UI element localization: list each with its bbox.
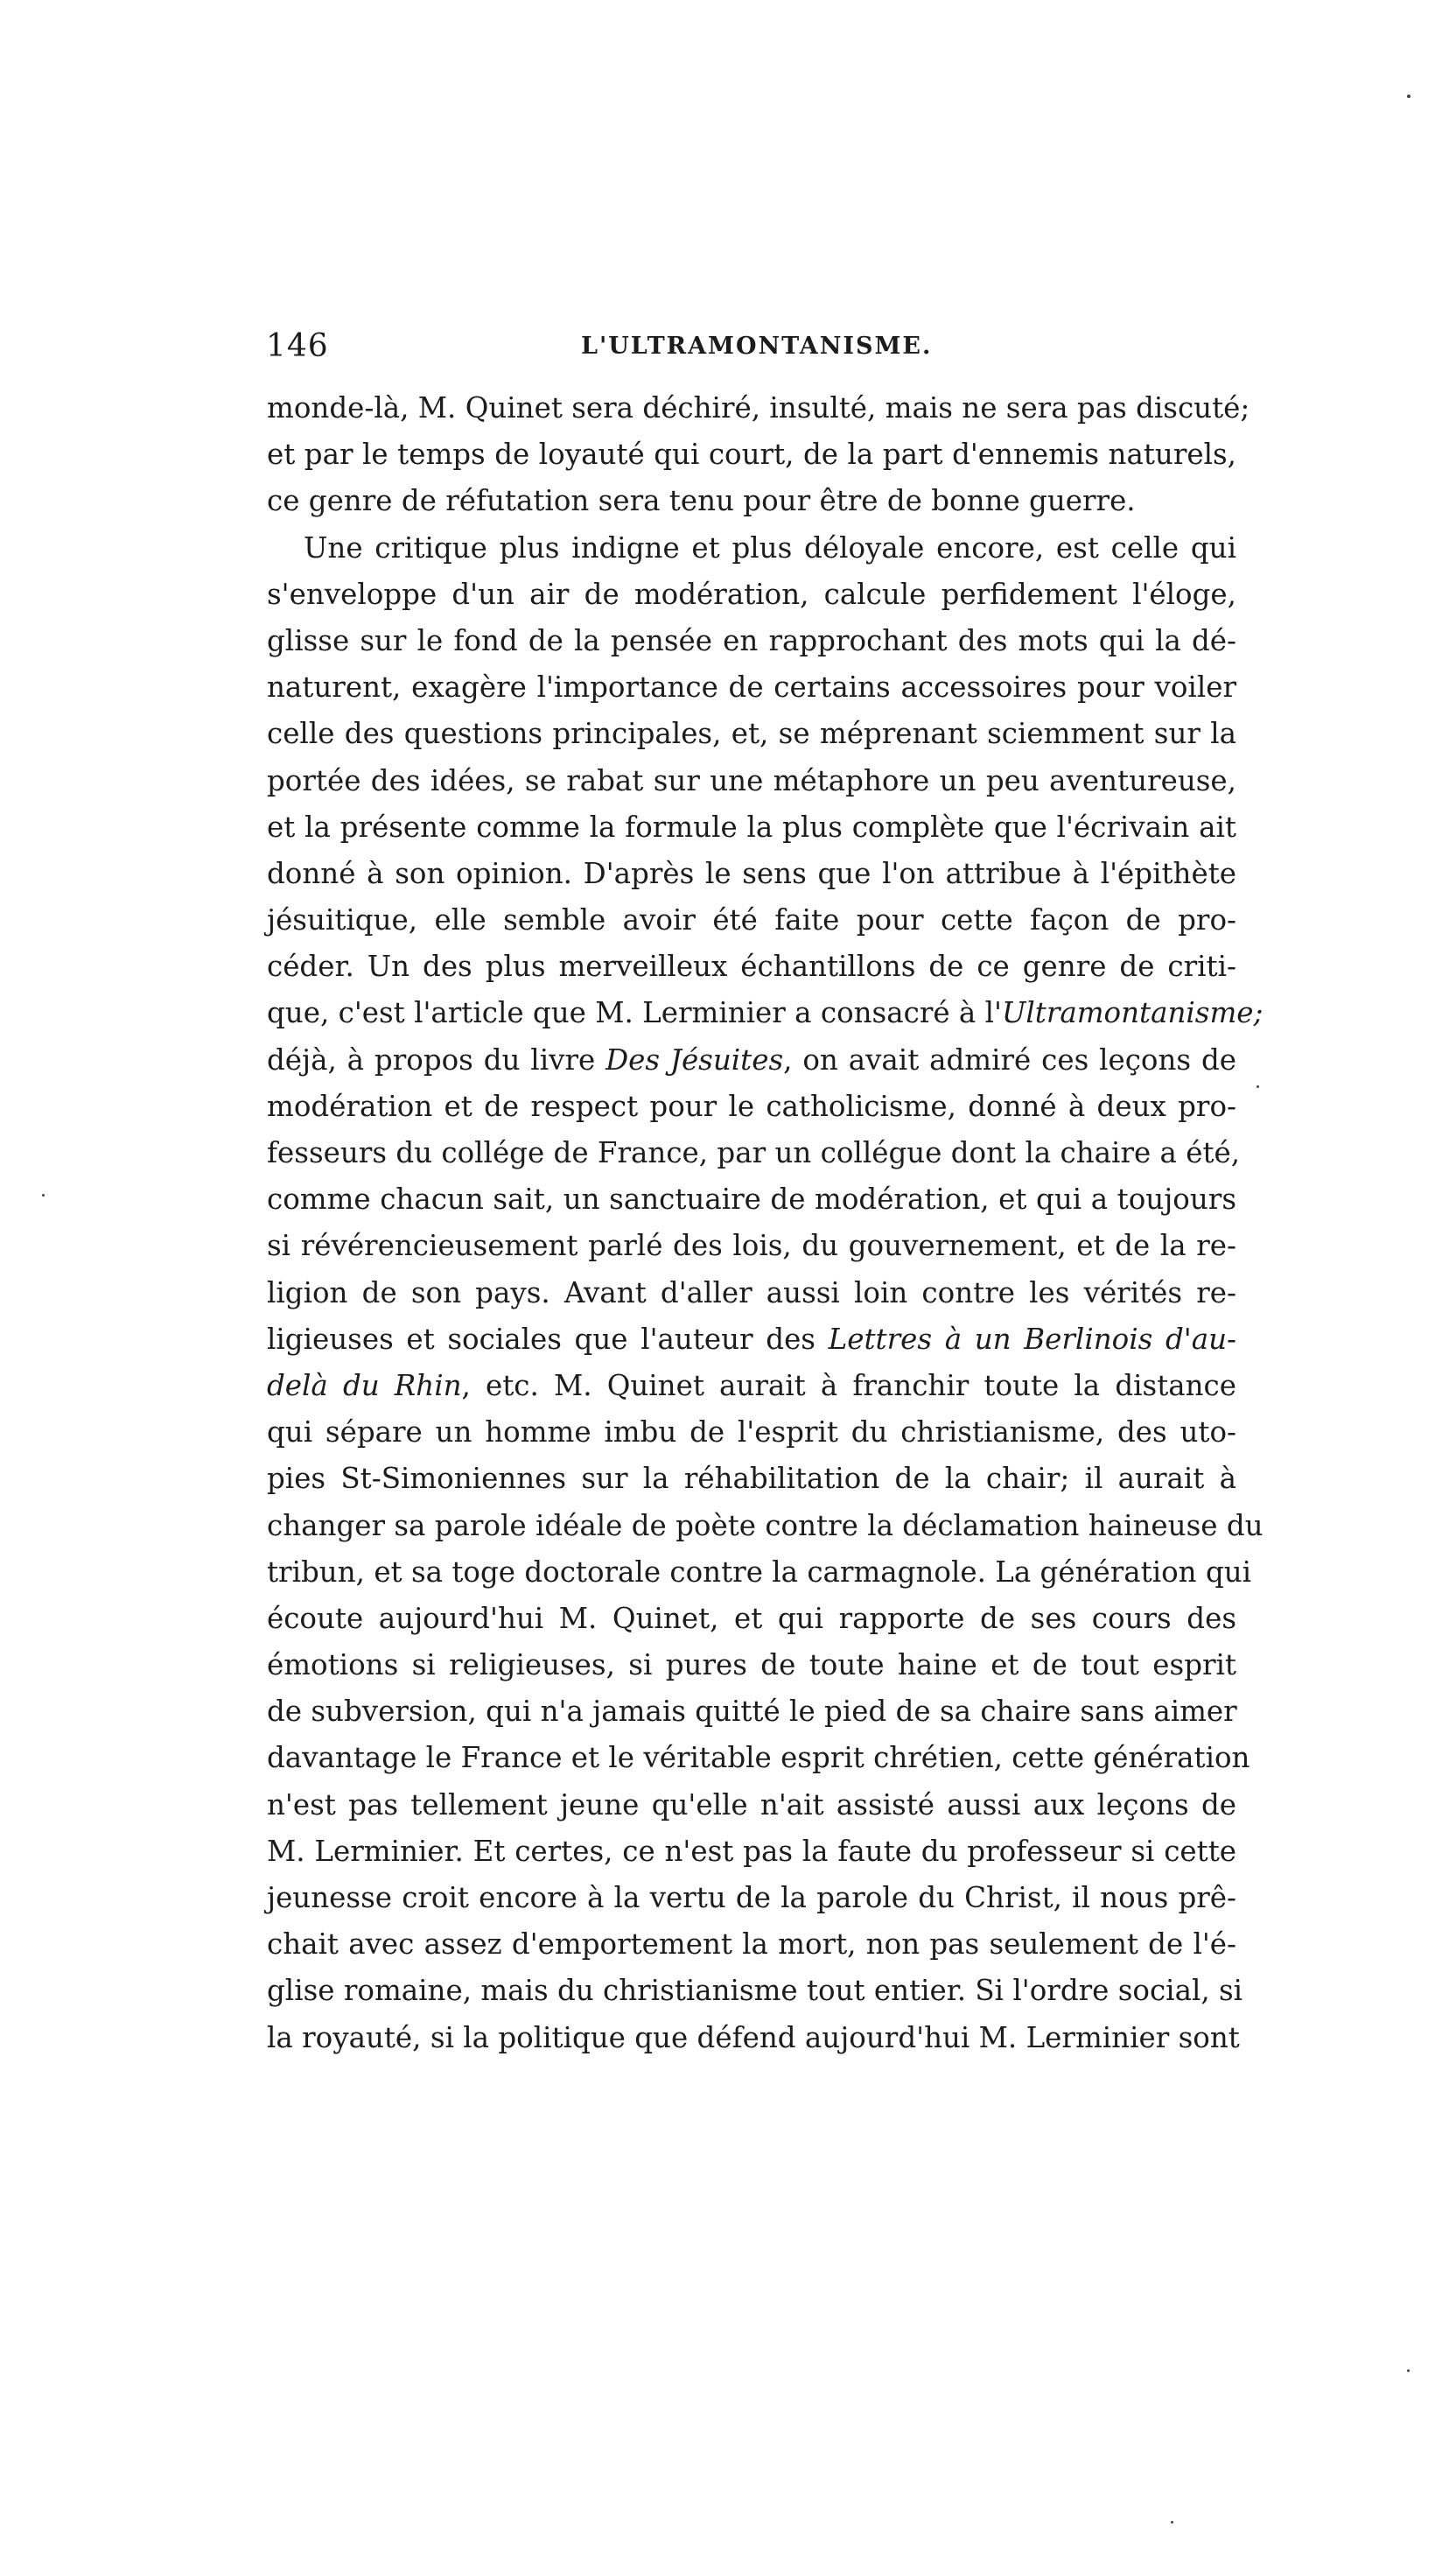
scan-speck — [1256, 1085, 1259, 1088]
text-segment: modération et de respect pour le catholicisme, donné à deux pro- — [267, 1089, 1236, 1123]
text-line — [267, 1363, 1236, 1409]
text-segment: s'enveloppe d'un air de modération, calcule perfidement l'éloge, — [267, 577, 1236, 611]
text-line — [267, 1503, 1264, 1549]
text-line — [267, 1270, 1236, 1316]
text-line — [267, 572, 1236, 618]
text-segment: tribun, et sa toge doctorale contre la carmagnole. La génération qui — [267, 1555, 1252, 1589]
text-line — [267, 758, 1236, 804]
text-line — [267, 1456, 1236, 1502]
text-segment: pies St-Simoniennes sur la réhabilitation de la chair; il aurait à — [267, 1462, 1236, 1496]
text-line — [267, 385, 1250, 432]
text-line — [267, 1921, 1236, 1968]
scan-speck — [1407, 2369, 1410, 2372]
text-segment: glise romaine, mais du christianisme tout entier. Si l'ordre social, si — [267, 1974, 1243, 2008]
text-segment: Une critique plus indigne et plus déloyale encore, est celle qui — [304, 530, 1236, 565]
text-segment: et par le temps de loyauté qui court, de la part d'ennemis naturels, — [267, 438, 1236, 472]
text-line — [267, 1130, 1241, 1176]
text-segment: changer sa parole idéale de poète contre la déclamation haineuse du — [267, 1508, 1264, 1542]
text-segment: de subversion, qui n'a jamais quitté le pied de sa chaire sans aimer — [267, 1695, 1237, 1729]
text-segment: , etc. M. Quinet aurait à franchir toute la distance — [461, 1368, 1236, 1402]
text-segment: glisse sur le fond de la pensée en rapprochant des mots qui la dé- — [267, 623, 1236, 657]
text-segment: et la présente comme la formule la plus complète que l'écrivain ait — [267, 810, 1236, 844]
text-line — [267, 711, 1236, 757]
text-line — [267, 432, 1236, 478]
text-line — [267, 1037, 1236, 1084]
text-line — [267, 944, 1236, 990]
text-segment: monde-là, M. Quinet sera déchiré, insulté, mais ne sera pas discuté; — [267, 391, 1250, 425]
text-line — [267, 804, 1236, 851]
italic-text: Ultramontanisme; — [1001, 996, 1264, 1030]
scan-speck — [1407, 95, 1410, 98]
text-segment: émotions si religieuses, si pures de toute haine et de tout esprit — [267, 1648, 1236, 1682]
text-segment: ligieuses et sociales que l'auteur des — [267, 1322, 829, 1356]
text-segment: jésuitique, elle semble avoir été faite pour cette façon de pro- — [267, 903, 1236, 937]
text-line — [267, 1223, 1236, 1269]
text-line — [267, 851, 1236, 897]
text-line — [267, 1829, 1236, 1875]
text-segment: ligion de son pays. Avant d'aller aussi loin contre les vérités re- — [267, 1275, 1236, 1309]
text-segment: portée des idées, se rabat sur une métaphore un peu aventureuse, — [267, 763, 1236, 797]
text-segment: écoute aujourd'hui M. Quinet, et qui rapporte de ses cours des — [267, 1601, 1236, 1635]
scan-speck — [42, 1194, 45, 1197]
text-segment: donné à son opinion. D'après le sens que l'on attribue à l'épithète — [267, 856, 1236, 890]
text-line — [267, 2015, 1240, 2061]
text-line — [267, 664, 1236, 711]
body-text — [267, 385, 1264, 2061]
text-segment: M. Lerminier. Et certes, ce n'est pas la faute du professeur si cette — [267, 1834, 1236, 1868]
text-line — [267, 1549, 1252, 1596]
text-segment: que, c'est l'article que M. Lerminier a consacré à l' — [267, 996, 1002, 1030]
text-segment: jeunesse croit encore à la vertu de la parole du Christ, il nous prê- — [267, 1881, 1236, 1914]
text-line — [267, 1642, 1236, 1688]
text-segment: comme chacun sait, un sanctuaire de modération, et qui a toujours — [267, 1183, 1236, 1217]
text-segment: , on avait admiré ces leçons de — [783, 1042, 1236, 1077]
italic-text: Des Jésuites — [606, 1042, 784, 1077]
text-line — [267, 1735, 1250, 1781]
text-segment: naturent, exagère l'importance de certains accessoires pour voiler — [267, 670, 1236, 705]
text-line — [267, 1688, 1236, 1735]
text-line — [267, 897, 1236, 944]
text-line — [267, 1316, 1236, 1363]
text-segment: davantage le France et le véritable esprit chrétien, cette génération — [267, 1741, 1250, 1775]
text-line — [267, 1084, 1236, 1130]
text-line — [267, 525, 1236, 572]
text-segment: celle des questions principales, et, se méprenant sciemment sur la — [267, 717, 1236, 751]
text-segment: chait avec assez d'emportement la mort, non pas seulement de l'é- — [267, 1927, 1236, 1962]
text-line — [267, 1782, 1236, 1829]
text-line — [267, 1875, 1236, 1921]
italic-text: delà du Rhin — [267, 1368, 462, 1402]
italic-text: Lettres à un Berlinois d'au- — [828, 1322, 1236, 1356]
running-title: L'ULTRAMONTANISME. — [581, 333, 933, 360]
text-segment: fesseurs du collége de France, par un collégue dont la chaire a été, — [267, 1136, 1241, 1169]
text-segment: si révérencieusement parlé des lois, du gouvernement, et de la re- — [267, 1229, 1236, 1263]
text-segment: céder. Un des plus merveilleux échantillons de ce genre de criti- — [267, 950, 1236, 984]
text-line — [267, 618, 1236, 664]
text-line — [267, 1968, 1243, 2014]
page-number: 146 — [266, 328, 329, 364]
text-line — [267, 1176, 1236, 1223]
text-line — [267, 1409, 1236, 1456]
text-segment: la royauté, si la politique que défend aujourd'hui M. Lerminier sont — [267, 2020, 1240, 2054]
text-segment: n'est pas tellement jeune qu'elle n'ait assisté aussi aux leçons de — [267, 1787, 1236, 1821]
text-line — [267, 990, 1264, 1036]
page-header — [266, 326, 1237, 368]
text-segment: déjà, à propos du livre — [267, 1042, 606, 1077]
text-line — [267, 478, 1236, 524]
text-segment: ce genre de réfutation sera tenu pour être de bonne guerre. — [267, 484, 1136, 518]
scan-speck — [1171, 2521, 1173, 2523]
text-line — [267, 1596, 1236, 1642]
text-segment: qui sépare un homme imbu de l'esprit du christianisme, des uto- — [267, 1415, 1236, 1449]
